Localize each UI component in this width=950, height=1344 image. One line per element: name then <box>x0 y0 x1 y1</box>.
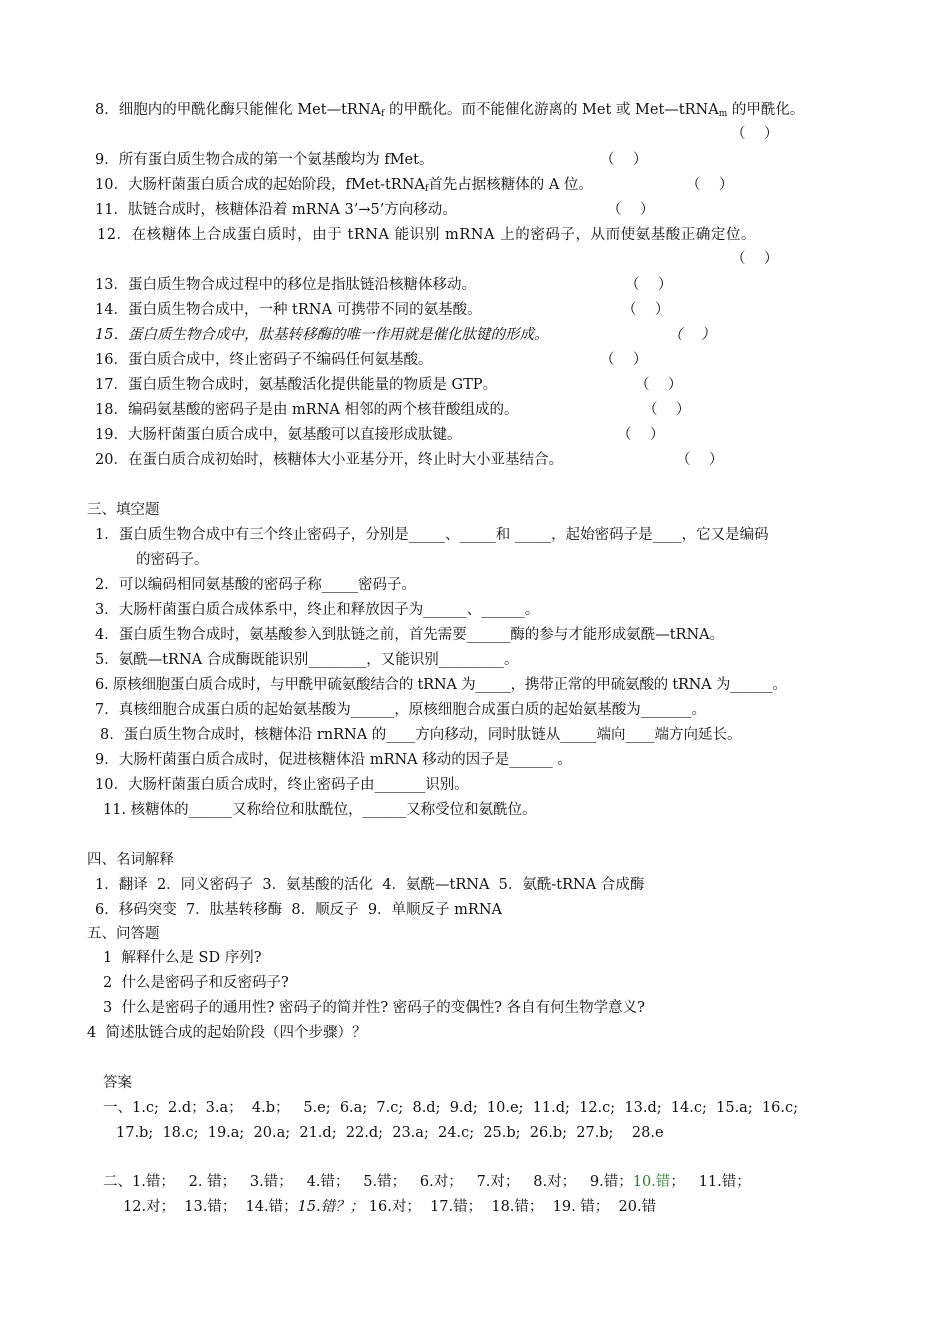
tf-item-16: 16．蛋白质合成中，终止密码子不编码任何氨基酸。 <box>95 352 433 368</box>
qa-item-1: 1 解释什么是 SD 序列? <box>103 950 262 966</box>
terms-section-heading: 四、名词解释 <box>87 852 174 868</box>
tf-item-17: 17．蛋白质生物合成时，氨基酸活化提供能量的物质是 GTP。 <box>95 377 498 393</box>
tf-item-15-answer-paren: （ ） <box>668 327 716 343</box>
fill-item-1: 1．蛋白质生物合成中有三个终止密码子，分别是_____、_____和 _____，起始密码子是____，它又是编码 <box>95 527 769 543</box>
tf-item-9-answer-paren: （ ） <box>600 152 648 168</box>
tf-item-17-answer-paren: （ ） <box>635 377 683 393</box>
tf-item-20: 20．在蛋白质合成初始时，核糖体大小亚基分开，终止时大小亚基结合。 <box>95 452 563 468</box>
qa-section-heading: 五、问答题 <box>87 926 160 942</box>
answers-tf-10-highlight: 10.错 <box>632 1174 671 1190</box>
tf-item-18: 18．编码氨基酸的密码子是由 mRNA 相邻的两个核苷酸组成的。 <box>95 402 519 418</box>
fill-item-7: 7．真核细胞合成蛋白质的起始氨基酸为______，原核细胞合成蛋白质的起始氨基酸为_______。 <box>95 702 706 718</box>
fill-item-9: 9．大肠杆菌蛋白质合成时，促进核糖体沿 mRNA 移动的因子是______ 。 <box>95 752 572 768</box>
tf-item-9: 9．所有蛋白质生物合成的第一个氨基酸均为 fMet。 <box>95 152 434 168</box>
tf-item-10-answer-paren: （ ） <box>686 177 734 193</box>
fill-section-heading: 三、填空题 <box>87 502 160 518</box>
tf-item-14-answer-paren: （ ） <box>622 302 670 318</box>
tf-item-11-answer-paren: （ ） <box>607 202 655 218</box>
qa-item-4: 4 简述肽链合成的起始阶段（四个步骤）？ <box>87 1025 367 1041</box>
tf-item-20-answer-paren: （ ） <box>676 452 724 468</box>
answers-tf-15-italic: 15.错？； <box>297 1199 365 1215</box>
tf-item-8-answer-paren: （ ） <box>731 126 779 142</box>
qa-item-2: 2 什么是密码子和反密码子? <box>103 975 289 991</box>
tf-item-13-answer-paren: （ ） <box>625 277 673 293</box>
tf-item-8: 8．细胞内的甲酰化酶只能催化 Met—tRNA$_f$ 的甲酰化。而不能催化游离的 Met 或 Met—tRNA$_m$ 的甲酰化。 <box>95 102 805 119</box>
tf-item-12-answer-paren: （ ） <box>731 251 779 267</box>
answers-tf-line-1: 二、1.错； 2. 错； 3.错； 4.错； 5.错； 6.对； 7.对； 8.对； 9.错；10.错； 11.错； <box>103 1174 751 1190</box>
tf-item-10: 10．大肠杆菌蛋白质合成的起始阶段，fMet-tRNA$_f$首先占据核糖体的 A 位。 <box>95 177 593 194</box>
tf-item-15: 15．蛋白质生物合成中，肽基转移酶的唯一作用就是催化肽键的形成。 <box>95 327 549 343</box>
answers-mc-line-2: 17.b; 18.c; 19.a; 20.a; 21.d; 22.d; 23.a; 24.c; 25.b; 26.b; 27.b; 28.e <box>116 1125 664 1141</box>
fill-item-2: 2．可以编码相同氨基酸的密码子称_____密码子。 <box>95 577 416 593</box>
tf-item-13: 13．蛋白质生物合成过程中的移位是指肽链沿核糖体移动。 <box>95 277 476 293</box>
tf-item-11: 11．肽链合成时，核糖体沿着 mRNA 3’→5’方向移动。 <box>95 202 457 218</box>
tf-item-16-answer-paren: （ ） <box>600 352 648 368</box>
tf-item-19-answer-paren: （ ） <box>617 427 665 443</box>
fill-item-10: 10．大肠杆菌蛋白质合成时，终止密码子由_______识别。 <box>95 777 469 793</box>
answers-mc-line-1: 一、1.c; 2.d；3.a； 4.b； 5.e; 6.a; 7.c; 8.d; 9.d; 10.e; 11.d; 12.c; 13.d; 14.c; 15.a; 16.c; <box>103 1100 798 1116</box>
answers-heading: 答案 <box>103 1075 132 1091</box>
fill-item-8: 8．蛋白质生物合成时，核糖体沿 rnRNA 的____方向移动，同时肽链从_____端向____端方向延长。 <box>100 727 742 743</box>
tf-item-12: 12．在核糖体上合成蛋白质时，由于 tRNA 能识别 mRNA 上的密码子，从而使氨基酸正确定位。 <box>97 227 757 243</box>
fill-item-5: 5．氨酰—tRNA 合成酶既能识别________，又能识别_________。 <box>95 652 519 668</box>
fill-item-11: 11. 核糖体的______又称给位和肽酰位，______又称受位和氨酰位。 <box>103 802 537 818</box>
answers-tf-line-2: 12.对； 13.错； 14.错；15.错？； 16.对； 17.错； 18.错； 19. 错； 20.错 <box>123 1199 657 1215</box>
fill-item-1-continued: 的密码子。 <box>136 552 209 568</box>
terms-line-2: 6．移码突变 7．肽基转移酶 8．顺反子 9．单顺反子 mRNA <box>95 902 502 918</box>
tf-item-18-answer-paren: （ ） <box>643 402 691 418</box>
fill-item-4: 4．蛋白质生物合成时，氨基酸参入到肽链之前，首先需要______酶的参与才能形成氨酰—tRNA。 <box>95 627 725 643</box>
tf-item-19: 19．大肠杆菌蛋白质合成中，氨基酸可以直接形成肽键。 <box>95 427 462 443</box>
fill-item-6: 6. 原核细胞蛋白质合成时，与甲酰甲硫氨酸结合的 tRNA 为_____，携带正常的甲硫氨酸的 tRNA 为______。 <box>95 677 787 693</box>
qa-item-3: 3 什么是密码子的通用性? 密码子的简并性? 密码子的变偶性? 各自有何生物学意义? <box>103 1000 645 1016</box>
tf-item-14: 14．蛋白质生物合成中，一种 tRNA 可携带不同的氨基酸。 <box>95 302 482 318</box>
fill-item-3: 3．大肠杆菌蛋白质合成体系中，终止和释放因子为______、______。 <box>95 602 540 618</box>
terms-line-1: 1．翻译 2．同义密码子 3．氨基酸的活化 4．氨酰—tRNA 5．氨酰-tRNA 合成酶 <box>95 877 645 893</box>
